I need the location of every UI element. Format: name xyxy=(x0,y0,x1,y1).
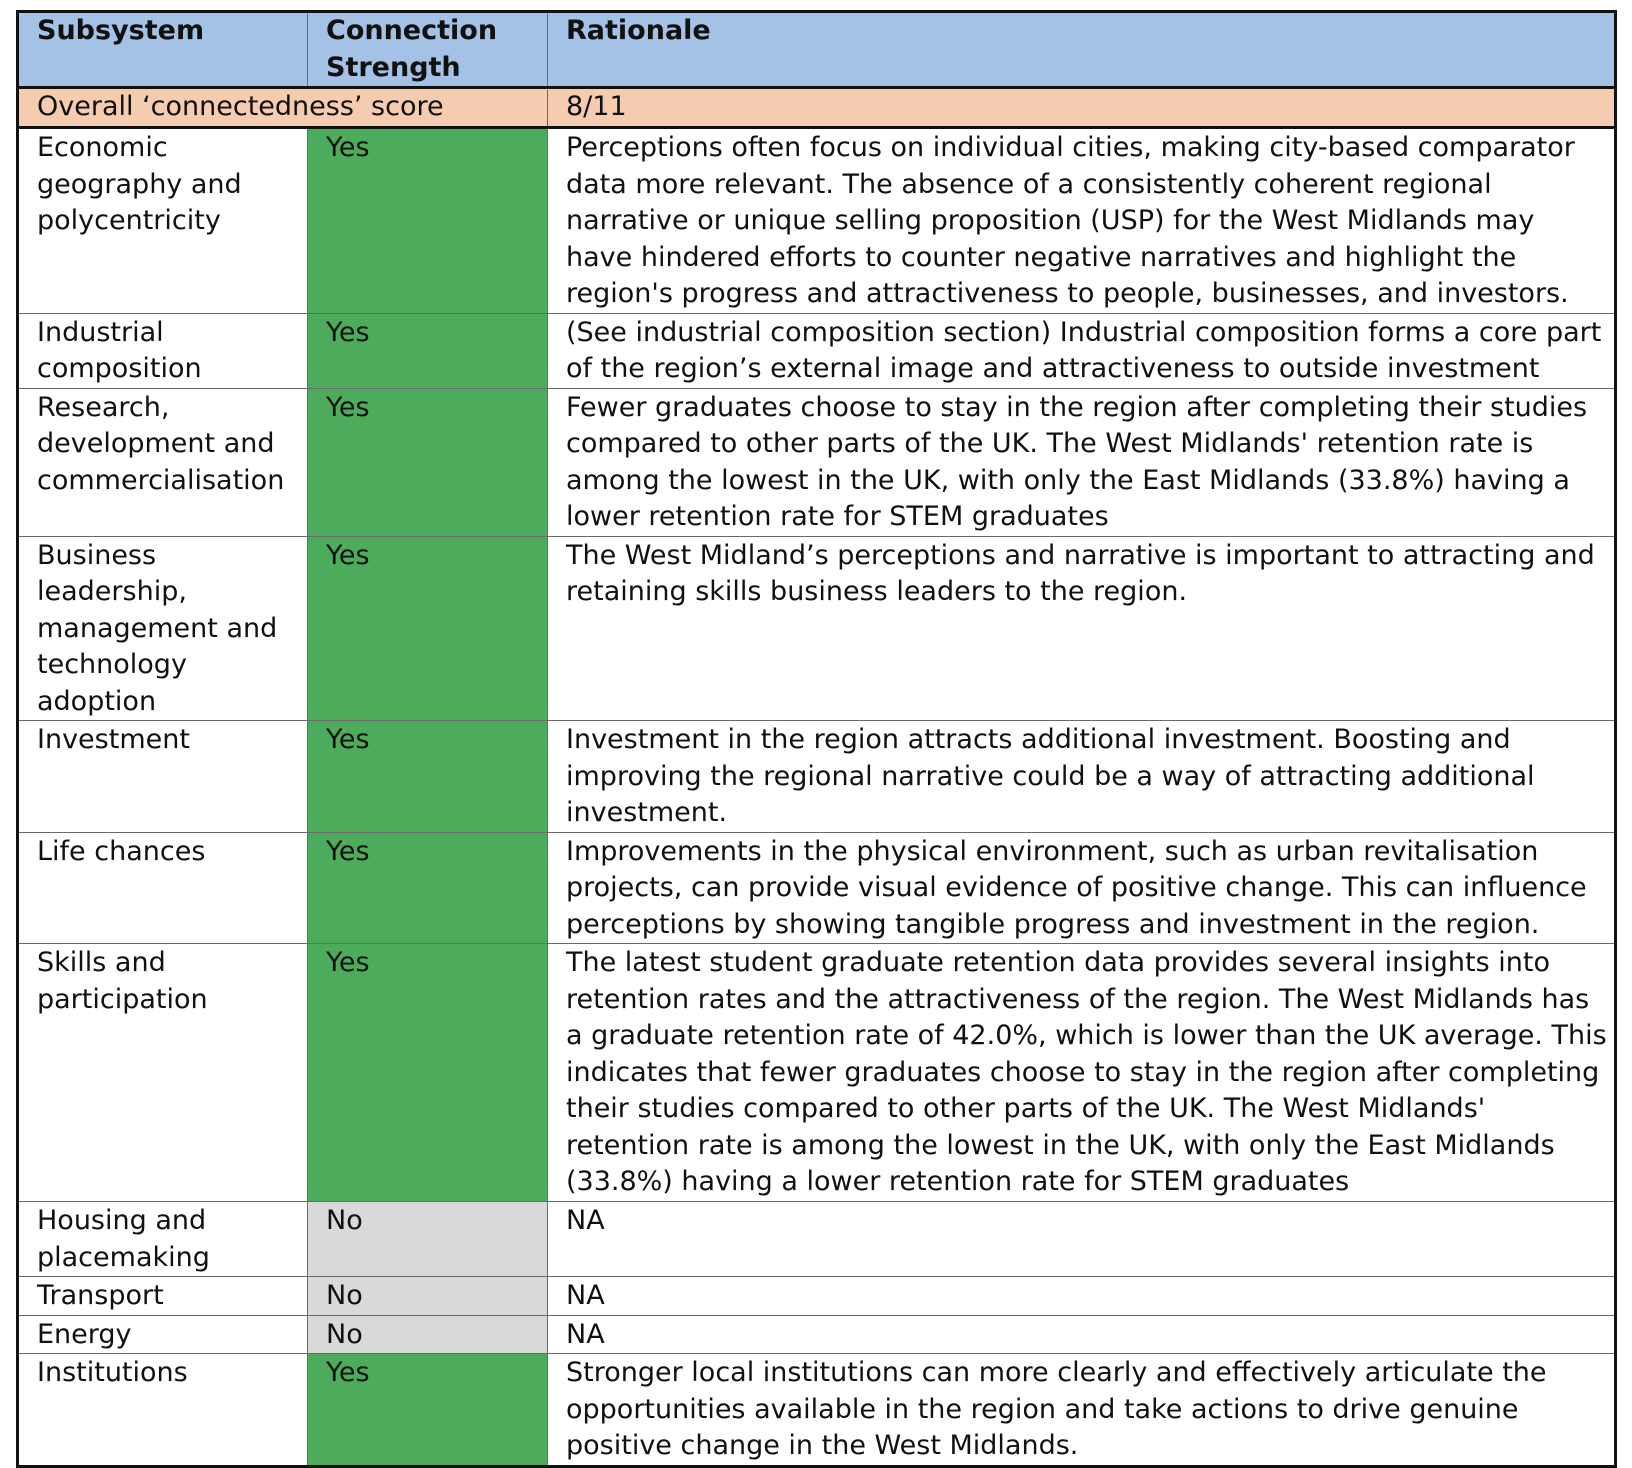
rationale-cell: Fewer graduates choose to stay in the region after completing their studies compared to other parts of the UK. The West Midlands' retention rate is among the lowest in the UK, with only the East Midlands (33.8%) having a lower retention rate for STEM graduates xyxy=(548,388,1616,536)
rationale-cell: The West Midland’s perceptions and narrative is important to attracting and retaining skills business leaders to the region. xyxy=(548,536,1616,721)
table-row xyxy=(18,1354,1616,1467)
rationale-cell: Improvements in the physical environment, such as urban revitalisation projects, can provide visual evidence of positive change. This can influence perceptions by showing tangible progress and investment in the region. xyxy=(548,832,1616,944)
rationale-cell: NA xyxy=(548,1315,1616,1354)
overall-score-label: Overall ‘connectedness’ score xyxy=(18,88,548,128)
rationale-cell: Investment in the region attracts additional investment. Boosting and improving the regional narrative could be a way of attracting additional investment. xyxy=(548,721,1616,833)
table-row xyxy=(18,1202,1616,1277)
subsystem-cell: Life chances xyxy=(18,832,308,944)
strength-cell: Yes xyxy=(308,128,548,314)
table-row xyxy=(18,1277,1616,1316)
strength-cell: Yes xyxy=(308,313,548,388)
strength-cell: Yes xyxy=(308,1354,548,1467)
table-row xyxy=(18,388,1616,536)
subsystem-cell: Institutions xyxy=(18,1354,308,1467)
strength-cell: Yes xyxy=(308,536,548,721)
rationale-cell: NA xyxy=(548,1277,1616,1316)
rationale-cell: The latest student graduate retention data provides several insights into retention rates and the attractiveness of the region. The West Midlands has a graduate retention rate of 42.0%, which is lower than the UK average. This indicates that fewer graduates choose to stay in the region after completing their studies compared to other parts of the UK. The West Midlands' retention rate is among the lowest in the UK, with only the East Midlands (33.8%) having a lower retention rate for STEM graduates xyxy=(548,944,1616,1202)
header-subsystem: Subsystem xyxy=(18,12,308,88)
strength-cell: No xyxy=(308,1202,548,1277)
strength-cell: Yes xyxy=(308,388,548,536)
connection-table xyxy=(16,10,1617,1468)
header-connection-strength: Connection Strength xyxy=(308,12,548,88)
table-row xyxy=(18,721,1616,833)
strength-cell: No xyxy=(308,1315,548,1354)
subsystem-cell: Industrial composition xyxy=(18,313,308,388)
strength-cell: Yes xyxy=(308,832,548,944)
header-rationale: Rationale xyxy=(548,12,1616,88)
table-row xyxy=(18,128,1616,314)
subsystem-cell: Business leadership, management and technology adoption xyxy=(18,536,308,721)
table-row xyxy=(18,313,1616,388)
table-row xyxy=(18,944,1616,1202)
subsystem-cell: Housing and placemaking xyxy=(18,1202,308,1277)
rationale-cell: NA xyxy=(548,1202,1616,1277)
subsystem-cell: Skills and participation xyxy=(18,944,308,1202)
subsystem-cell: Investment xyxy=(18,721,308,833)
subsystem-cell: Economic geography and polycentricity xyxy=(18,128,308,314)
overall-score-row xyxy=(18,88,1616,128)
table-row xyxy=(18,832,1616,944)
strength-cell: Yes xyxy=(308,721,548,833)
strength-cell: No xyxy=(308,1277,548,1316)
rationale-cell: (See industrial composition section) Industrial composition forms a core part of the region’s external image and attractiveness to outside investment xyxy=(548,313,1616,388)
strength-cell: Yes xyxy=(308,944,548,1202)
rationale-cell: Stronger local institutions can more clearly and effectively articulate the opportunities available in the region and take actions to drive genuine positive change in the West Midlands. xyxy=(548,1354,1616,1467)
table-row xyxy=(18,536,1616,721)
subsystem-cell: Research, development and commercialisation xyxy=(18,388,308,536)
subsystem-cell: Energy xyxy=(18,1315,308,1354)
subsystem-cell: Transport xyxy=(18,1277,308,1316)
table-row xyxy=(18,1315,1616,1354)
rationale-cell: Perceptions often focus on individual cities, making city-based comparator data more relevant. The absence of a consistently coherent regional narrative or unique selling proposition (USP) for the West Midlands may have hindered efforts to counter negative narratives and highlight the region's progress and attractiveness to people, businesses, and investors. xyxy=(548,128,1616,314)
header-row xyxy=(18,12,1616,88)
overall-score-value: 8/11 xyxy=(548,88,1616,128)
